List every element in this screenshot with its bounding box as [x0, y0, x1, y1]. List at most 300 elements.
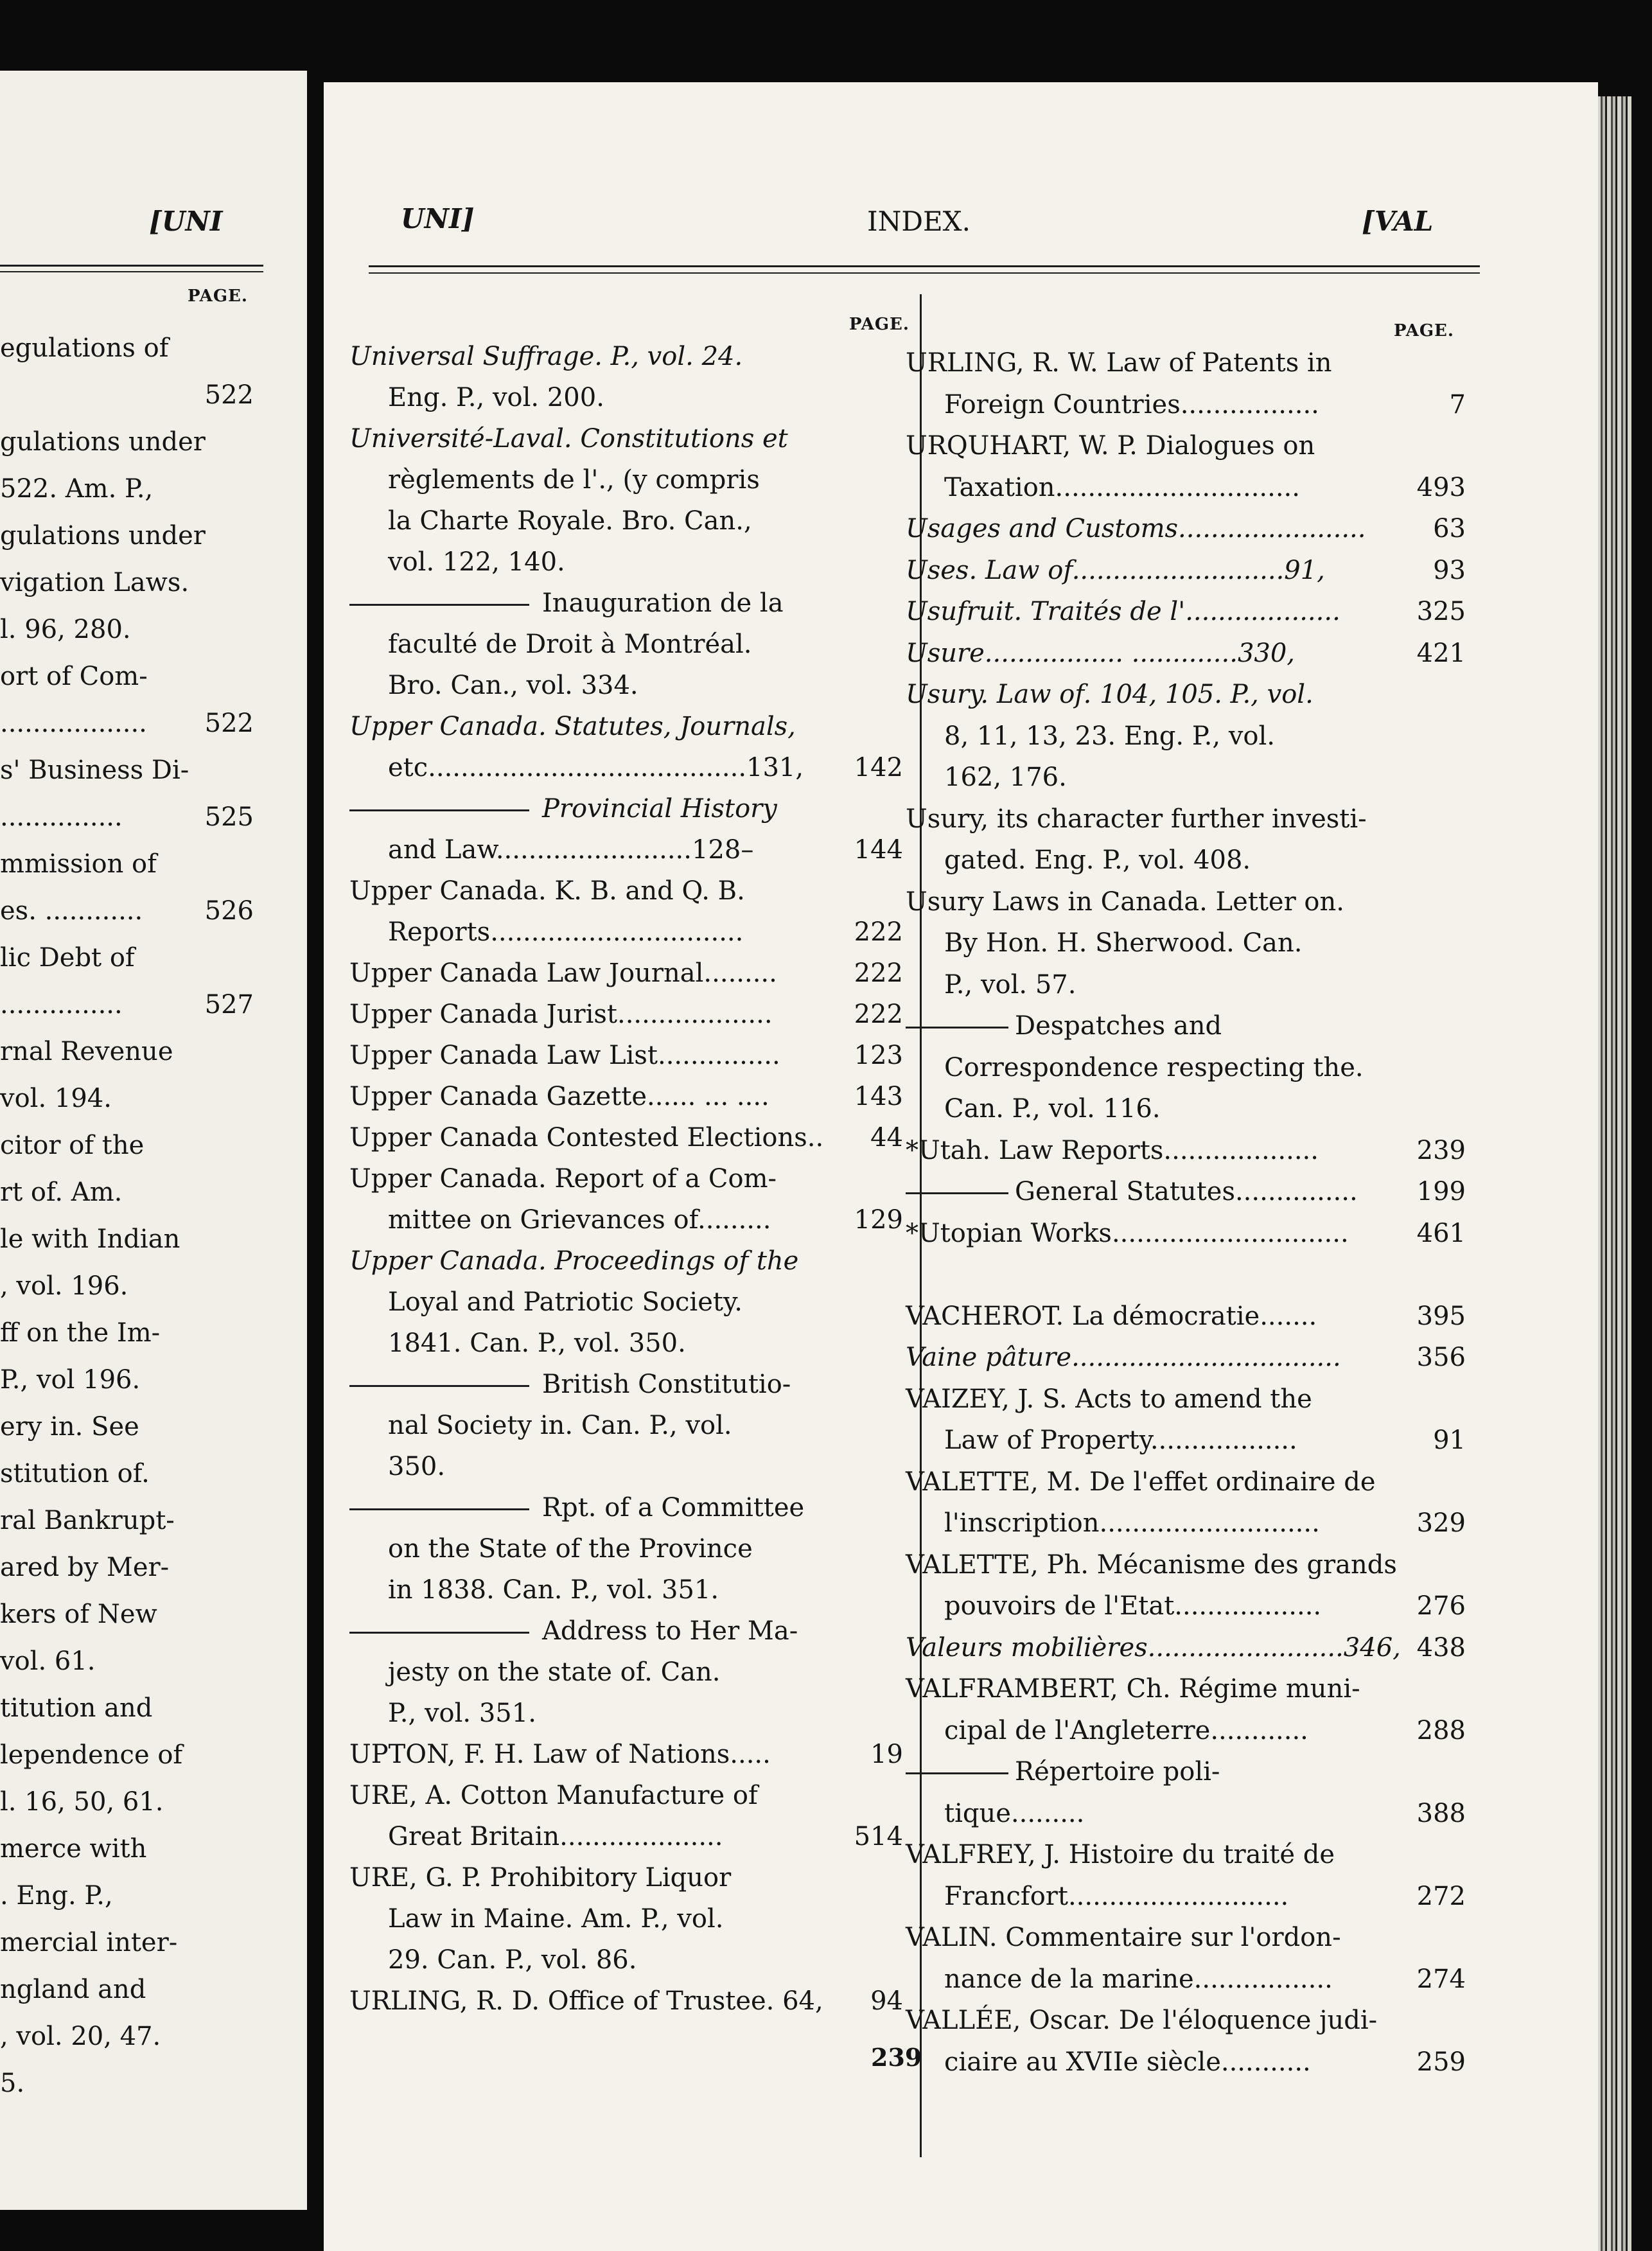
- entry-page-number: 388: [1416, 1798, 1466, 1828]
- entry-text: 5.: [0, 2069, 25, 2098]
- ditto-dash: [906, 1772, 1008, 1774]
- index-entry-line: [0, 937, 254, 978]
- index-entry-line: [906, 1917, 1466, 1958]
- index-entry-line: [906, 799, 1466, 840]
- entry-page-number: 356: [1416, 1343, 1466, 1372]
- entry-page-number: 199: [1416, 1177, 1466, 1206]
- entry-text: Reports...............................: [388, 917, 744, 947]
- index-entry-line: [906, 2000, 1466, 2041]
- entry-page-number: 44: [870, 1123, 903, 1152]
- entry-text: gated. Eng. P., vol. 408.: [944, 845, 1251, 875]
- index-entry-line: [349, 912, 903, 953]
- entry-text: le with Indian: [0, 1224, 180, 1254]
- ditto-dash: [906, 1027, 1008, 1028]
- entry-text: lic Debt of: [0, 943, 135, 973]
- index-entry-line: [349, 1898, 903, 1939]
- index-entry-line: [906, 342, 1466, 384]
- entry-text: vol. 61.: [0, 1646, 96, 1676]
- index-entry-line: [349, 788, 903, 829]
- index-entry-line: [0, 750, 254, 791]
- entry-text: etc.......................................131,: [388, 753, 804, 782]
- index-entry-line: [906, 550, 1466, 591]
- entry-text: s' Business Di-: [0, 755, 189, 785]
- entry-page-number: 91: [1433, 1426, 1466, 1455]
- entry-text: ff on the Im-: [0, 1318, 161, 1348]
- entry-text: mittee on Grievances of.........: [388, 1205, 771, 1235]
- index-entry-line: [0, 1219, 254, 1260]
- entry-page-number: 461: [1416, 1218, 1466, 1248]
- index-entry-line: [349, 1734, 903, 1775]
- entry-text: kers of New: [0, 1600, 157, 1629]
- entry-page-number: 144: [854, 835, 903, 865]
- entry-text: Law of Property..................: [944, 1426, 1297, 1455]
- running-head-title: INDEX.: [867, 206, 971, 237]
- entry-page-number: 142: [854, 753, 903, 782]
- entry-text: jesty on the state of. Can.: [388, 1657, 721, 1687]
- index-entry-line: [906, 1668, 1466, 1709]
- entry-page-number: 272: [1416, 1881, 1466, 1911]
- index-entry-line: [0, 1688, 254, 1729]
- col1-page-label: PAGE.: [849, 315, 909, 334]
- page-number: 239: [871, 2043, 922, 2072]
- entry-text: vol. 122, 140.: [388, 547, 565, 577]
- index-entry-line: [349, 870, 903, 912]
- index-entry-line: [349, 1323, 903, 1364]
- entry-text: Can. P., vol. 116.: [944, 1094, 1161, 1124]
- index-entry-line: [906, 1047, 1466, 1088]
- index-entry-line: [0, 2016, 254, 2057]
- entry-text: Provincial History: [542, 794, 777, 824]
- entry-text: ral Bankrupt-: [0, 1506, 175, 1535]
- entry-text: *Utah. Law Reports...................: [906, 1135, 1319, 1165]
- index-entry-line: [349, 1693, 903, 1734]
- entry-text: nal Society in. Can. P., vol.: [388, 1411, 732, 1440]
- entry-text: Foreign Countries.................: [944, 389, 1319, 419]
- index-entry-line: [349, 1981, 903, 2022]
- left-running-head: [UNI: [149, 206, 223, 237]
- entry-text: Upper Canada Law List...............: [349, 1041, 780, 1070]
- entry-text: Upper Canada. Statutes, Journals,: [349, 712, 796, 741]
- right-page: [324, 82, 1598, 2251]
- index-entry-line: [906, 1005, 1466, 1046]
- index-entry-line: [0, 1735, 254, 1776]
- entry-text: ..................: [0, 709, 147, 738]
- index-entry-line: [906, 1420, 1466, 1461]
- entry-page-number: 129: [854, 1205, 903, 1235]
- entry-text: Law in Maine. Am. P., vol.: [388, 1904, 724, 1934]
- entry-text: Upper Canada. Proceedings of the: [349, 1246, 799, 1276]
- entry-text: Usury, its character further investi-: [906, 804, 1367, 834]
- index-entry-line: [906, 1627, 1466, 1668]
- entry-text: URLING, R. W. Law of Patents in: [906, 348, 1332, 378]
- entry-text: Correspondence respecting the.: [944, 1052, 1364, 1082]
- index-entry-line: [906, 1254, 1466, 1295]
- entry-text: stitution of.: [0, 1459, 150, 1488]
- ditto-dash: [349, 1508, 529, 1510]
- index-entry-line: [349, 829, 903, 870]
- entry-page-number: 222: [854, 917, 903, 947]
- entry-page-number: 63: [1433, 514, 1466, 543]
- ditto-dash: [349, 1385, 529, 1387]
- index-entry-line: [349, 542, 903, 583]
- entry-text: Usury. Law of. 104, 105. P., vol.: [906, 680, 1314, 709]
- entry-text: gulations under: [0, 427, 206, 457]
- entry-text: ...............: [0, 990, 123, 1020]
- ditto-dash: [349, 1632, 529, 1634]
- entry-text: vigation Laws.: [0, 568, 189, 597]
- entry-text: VALIN. Commentaire sur l'ordon-: [906, 1923, 1341, 1952]
- index-entry-line: [349, 953, 903, 994]
- entry-page-number: 522: [204, 380, 254, 410]
- index-entry-line: [906, 1585, 1466, 1627]
- index-entry-line: [349, 336, 903, 377]
- entry-text: ciaire au XVIIe siècle...........: [944, 2047, 1311, 2077]
- index-entry-line: [0, 1969, 254, 2010]
- entry-text: Usages and Customs.......................: [906, 514, 1366, 543]
- entry-text: Taxation..............................: [944, 472, 1300, 502]
- entry-text: Eng. P., vol. 200.: [388, 383, 604, 412]
- entry-text: egulations of: [0, 333, 169, 363]
- entry-text: Valeurs mobilières........................346,: [906, 1632, 1401, 1663]
- running-head-right: [VAL: [1362, 206, 1434, 237]
- index-entry-line: [0, 1594, 254, 1635]
- entry-text: rt of. Am.: [0, 1178, 123, 1207]
- index-entry-line: [906, 1751, 1466, 1792]
- entry-text: citor of the: [0, 1131, 145, 1160]
- index-entry-line: [349, 1282, 903, 1323]
- index-entry-line: [0, 1031, 254, 1072]
- entry-page-number: 239: [1416, 1135, 1466, 1165]
- index-entry-line: [0, 1500, 254, 1541]
- index-entry-line: [349, 1199, 903, 1240]
- index-entry-line: [349, 1528, 903, 1569]
- index-entry-line: [0, 1266, 254, 1307]
- index-entry-line: [906, 840, 1466, 881]
- entry-text: règlements de l'., (y compris: [388, 465, 760, 495]
- index-entry-line: [349, 1652, 903, 1693]
- index-entry-line: [0, 1312, 254, 1354]
- index-entry-line: [0, 890, 254, 931]
- index-entry-line: [349, 994, 903, 1035]
- entry-text: VALETTE, M. De l'effet ordinaire de: [906, 1467, 1376, 1497]
- index-entry-line: [349, 624, 903, 665]
- entry-text: Universal Suffrage. P., vol. 24.: [349, 342, 743, 371]
- index-entry-line: [906, 1461, 1466, 1503]
- index-entry-line: [349, 1939, 903, 1981]
- entry-text: Upper Canada. Report of a Com-: [349, 1164, 777, 1194]
- index-entry-line: [906, 922, 1466, 964]
- entry-text: Great Britain....................: [388, 1822, 723, 1851]
- index-entry-line: [349, 665, 903, 706]
- index-entry-line: [0, 1125, 254, 1166]
- entry-text: nance de la marine.................: [944, 1964, 1333, 1994]
- index-entry-line: [906, 1337, 1466, 1378]
- col2-page-label: PAGE.: [1394, 321, 1454, 340]
- index-entry-line: [906, 384, 1466, 425]
- index-entry-line: [0, 328, 254, 369]
- entry-text: Université-Laval. Constitutions et: [349, 424, 788, 454]
- index-entry-line: [0, 1641, 254, 1682]
- index-entry-line: [906, 1171, 1466, 1212]
- entry-text: Upper Canada. K. B. and Q. B.: [349, 876, 745, 906]
- entry-page-number: 325: [1416, 597, 1466, 626]
- entry-page-number: 527: [204, 990, 254, 1020]
- index-entry-line: [0, 1172, 254, 1213]
- entry-page-number: 94: [870, 1986, 903, 2016]
- index-entry-line: [906, 881, 1466, 922]
- ditto-dash: [349, 809, 529, 811]
- entry-page-number: 274: [1416, 1964, 1466, 1994]
- entry-text: ort of Com-: [0, 662, 148, 691]
- entry-text: Despatches and: [1015, 1011, 1222, 1041]
- entry-text: Inauguration de la: [542, 588, 784, 618]
- index-entry-line: [906, 1296, 1466, 1337]
- left-header-rule-2: [0, 271, 263, 272]
- left-index-column: [0, 328, 254, 2114]
- entry-text: Address to Her Ma-: [542, 1616, 798, 1646]
- entry-text: British Constitutio-: [542, 1370, 791, 1399]
- index-column-1: [349, 336, 903, 2135]
- index-entry-line: [906, 674, 1466, 715]
- index-entry-line: [349, 459, 903, 500]
- index-entry-line: [0, 1078, 254, 1119]
- index-entry-line: [349, 500, 903, 542]
- index-entry-line: [349, 418, 903, 459]
- index-entry-line: [349, 1611, 903, 1652]
- entry-text: Upper Canada Jurist...................: [349, 1000, 773, 1029]
- index-entry-line: [906, 633, 1466, 674]
- index-entry-line: [906, 467, 1466, 508]
- entry-text: , vol. 20, 47.: [0, 2022, 161, 2051]
- index-entry-line: [0, 468, 254, 509]
- index-entry-line: [349, 1446, 903, 1487]
- ditto-dash: [349, 604, 529, 606]
- entry-page-number: 288: [1416, 1715, 1466, 1745]
- index-entry-line: [349, 706, 903, 747]
- entry-text: Upper Canada Law Journal.........: [349, 958, 777, 988]
- index-entry-line: [349, 1158, 903, 1199]
- index-entry-line: [0, 1828, 254, 1869]
- index-entry-line: [349, 1405, 903, 1446]
- index-entry-line: [906, 1876, 1466, 1917]
- entry-text: lependence of: [0, 1740, 183, 1770]
- entry-text: Répertoire poli-: [1015, 1757, 1220, 1787]
- left-page-label: PAGE.: [188, 287, 248, 306]
- index-entry-line: [0, 797, 254, 838]
- entry-text: 162, 176.: [944, 763, 1067, 792]
- entry-text: l. 96, 280.: [0, 615, 131, 644]
- entry-text: ngland and: [0, 1975, 146, 2004]
- entry-text: UPTON, F. H. Law of Nations.....: [349, 1740, 771, 1769]
- index-entry-line: [0, 515, 254, 556]
- index-entry-line: [349, 747, 903, 788]
- index-entry-line: [906, 1088, 1466, 1129]
- index-entry-line: [349, 1816, 903, 1857]
- entry-text: on the State of the Province: [388, 1534, 753, 1564]
- index-entry-line: [906, 591, 1466, 632]
- entry-page-number: 526: [204, 896, 254, 926]
- entry-text: Usure................. .............330,: [906, 638, 1296, 668]
- entry-text: VACHEROT. La démocratie.......: [906, 1301, 1317, 1331]
- index-entry-line: [349, 1117, 903, 1158]
- index-entry-line: [0, 1922, 254, 1963]
- left-header-rule: [0, 265, 263, 267]
- entry-text: es. ............: [0, 896, 143, 926]
- entry-text: Loyal and Patriotic Society.: [388, 1287, 743, 1317]
- entry-text: cipal de l'Angleterre............: [944, 1715, 1308, 1745]
- entry-text: Usufruit. Traités de l'...................: [906, 597, 1340, 626]
- entry-text: P., vol 196.: [0, 1365, 141, 1395]
- index-entry-line: [906, 1710, 1466, 1751]
- index-entry-line: [0, 1781, 254, 1823]
- entry-text: URLING, R. D. Office of Trustee. 64,: [349, 1986, 823, 2016]
- index-entry-line: [0, 375, 254, 416]
- entry-page-number: 421: [1416, 638, 1466, 668]
- index-entry-line: [349, 377, 903, 418]
- entry-text: 29. Can. P., vol. 86.: [388, 1945, 637, 1975]
- left-page: [0, 71, 307, 2210]
- index-entry-line: [906, 1793, 1466, 1834]
- entry-page-number: 276: [1416, 1591, 1466, 1621]
- index-entry-line: [906, 425, 1466, 466]
- entry-page-number: 514: [854, 1822, 903, 1851]
- entry-text: VALFRAMBERT, Ch. Régime muni-: [906, 1674, 1360, 1704]
- entry-text: VALLÉE, Oscar. De l'éloquence judi-: [906, 2006, 1378, 2035]
- entry-text: in 1838. Can. P., vol. 351.: [388, 1575, 719, 1605]
- index-entry-line: [906, 716, 1466, 757]
- index-entry-line: [906, 1959, 1466, 2000]
- entry-text: Usury Laws in Canada. Letter on.: [906, 887, 1344, 917]
- entry-text: faculté de Droit à Montréal.: [388, 630, 752, 659]
- header-rule-2: [369, 272, 1480, 274]
- entry-text: By Hon. H. Sherwood. Can.: [944, 928, 1303, 958]
- entry-text: , vol. 196.: [0, 1271, 128, 1301]
- entry-text: Francfort...........................: [944, 1881, 1289, 1911]
- entry-text: 522. Am. P.,: [0, 474, 154, 504]
- index-entry-line: [349, 1240, 903, 1282]
- entry-text: . Eng. P.,: [0, 1881, 113, 1911]
- index-entry-line: [0, 562, 254, 603]
- entry-text: URE, G. P. Prohibitory Liquor: [349, 1863, 732, 1893]
- entry-text: vol. 194.: [0, 1084, 112, 1113]
- header-rule: [369, 265, 1480, 267]
- entry-text: VALETTE, Ph. Mécanisme des grands: [906, 1549, 1397, 1580]
- entry-text: Upper Canada Contested Elections..: [349, 1123, 824, 1152]
- entry-text: Uses. Law of..........................91,: [906, 555, 1325, 585]
- entry-text: merce with: [0, 1834, 147, 1864]
- index-entry-line: [906, 1544, 1466, 1585]
- index-entry-line: [906, 1834, 1466, 1875]
- entry-text: 1841. Can. P., vol. 350.: [388, 1329, 686, 1358]
- entry-text: 8, 11, 13, 23. Eng. P., vol.: [944, 721, 1275, 751]
- entry-text: ery in. See: [0, 1412, 139, 1442]
- entry-text: P., vol. 351.: [388, 1699, 536, 1728]
- index-entry-line: [0, 1406, 254, 1447]
- index-entry-line: [906, 964, 1466, 1005]
- entry-text: 350.: [388, 1452, 446, 1481]
- entry-page-number: 259: [1416, 2047, 1466, 2077]
- entry-text: General Statutes...............: [1015, 1177, 1358, 1206]
- index-entry-line: [906, 1213, 1466, 1254]
- entry-text: ared by Mer-: [0, 1553, 170, 1582]
- entry-text: titution and: [0, 1693, 153, 1723]
- entry-page-number: 329: [1416, 1508, 1466, 1538]
- index-entry-line: [0, 609, 254, 650]
- entry-text: la Charte Royale. Bro. Can.,: [388, 506, 752, 536]
- entry-text: ...............: [0, 802, 123, 832]
- entry-text: URQUHART, W. P. Dialogues on: [906, 431, 1315, 461]
- entry-text: tique.........: [944, 1798, 1085, 1828]
- entry-text: l'inscription...........................: [944, 1508, 1320, 1538]
- index-entry-line: [906, 1379, 1466, 1420]
- index-entry-line: [0, 1547, 254, 1588]
- index-entry-line: [0, 1875, 254, 1916]
- entry-text: rnal Revenue: [0, 1037, 173, 1066]
- entry-text: Bro. Can., vol. 334.: [388, 671, 638, 700]
- index-entry-line: [906, 2042, 1466, 2083]
- index-entry-line: [0, 1453, 254, 1494]
- running-head-left: UNI]: [401, 203, 475, 234]
- entry-text: P., vol. 57.: [944, 969, 1076, 1000]
- entry-page-number: 19: [870, 1740, 903, 1769]
- entry-text: pouvoirs de l'Etat..................: [944, 1591, 1322, 1621]
- entry-page-number: 222: [854, 1000, 903, 1029]
- entry-page-number: 395: [1416, 1301, 1466, 1331]
- index-entry-line: [0, 656, 254, 697]
- entry-page-number: 93: [1433, 555, 1466, 585]
- entry-page-number: 438: [1416, 1632, 1466, 1663]
- index-entry-line: [349, 1775, 903, 1816]
- index-entry-line: [349, 583, 903, 624]
- entry-text: mmission of: [0, 849, 157, 879]
- index-entry-line: [906, 1130, 1466, 1171]
- entry-text: VALFREY, J. Histoire du traité de: [906, 1840, 1335, 1869]
- index-entry-line: [349, 1364, 903, 1405]
- entry-text: *Utopian Works.............................: [906, 1218, 1349, 1248]
- index-column-2: [906, 342, 1466, 2141]
- entry-page-number: 493: [1416, 472, 1466, 502]
- entry-text: gulations under: [0, 521, 206, 551]
- index-entry-line: [349, 1035, 903, 1076]
- entry-page-number: 525: [204, 802, 254, 832]
- entry-text: URE, A. Cotton Manufacture of: [349, 1781, 758, 1810]
- index-entry-line: [0, 1359, 254, 1400]
- entry-text: l. 16, 50, 61.: [0, 1787, 164, 1817]
- entry-page-number: 143: [854, 1082, 903, 1111]
- index-entry-line: [0, 703, 254, 744]
- index-entry-line: [0, 843, 254, 885]
- entry-page-number: 522: [204, 709, 254, 738]
- entry-text: VAIZEY, J. S. Acts to amend the: [906, 1384, 1312, 1414]
- index-entry-line: [906, 508, 1466, 549]
- index-entry-line: [0, 2063, 254, 2104]
- ditto-dash: [906, 1192, 1008, 1194]
- index-entry-line: [349, 1076, 903, 1117]
- index-entry-line: [349, 1569, 903, 1611]
- index-entry-line: [349, 1857, 903, 1898]
- entry-page-number: 222: [854, 958, 903, 988]
- index-entry-line: [906, 757, 1466, 798]
- entry-text: Rpt. of a Committee: [542, 1493, 805, 1523]
- entry-text: Vaine pâture.................................: [906, 1343, 1341, 1372]
- entry-text: Upper Canada Gazette...... ... ....: [349, 1082, 769, 1111]
- index-entry-line: [906, 1503, 1466, 1544]
- entry-page-number: 123: [854, 1041, 903, 1070]
- index-entry-line: [0, 421, 254, 463]
- index-entry-line: [0, 984, 254, 1025]
- entry-text: and Law........................128–: [388, 835, 754, 865]
- entry-page-number: 7: [1449, 389, 1466, 419]
